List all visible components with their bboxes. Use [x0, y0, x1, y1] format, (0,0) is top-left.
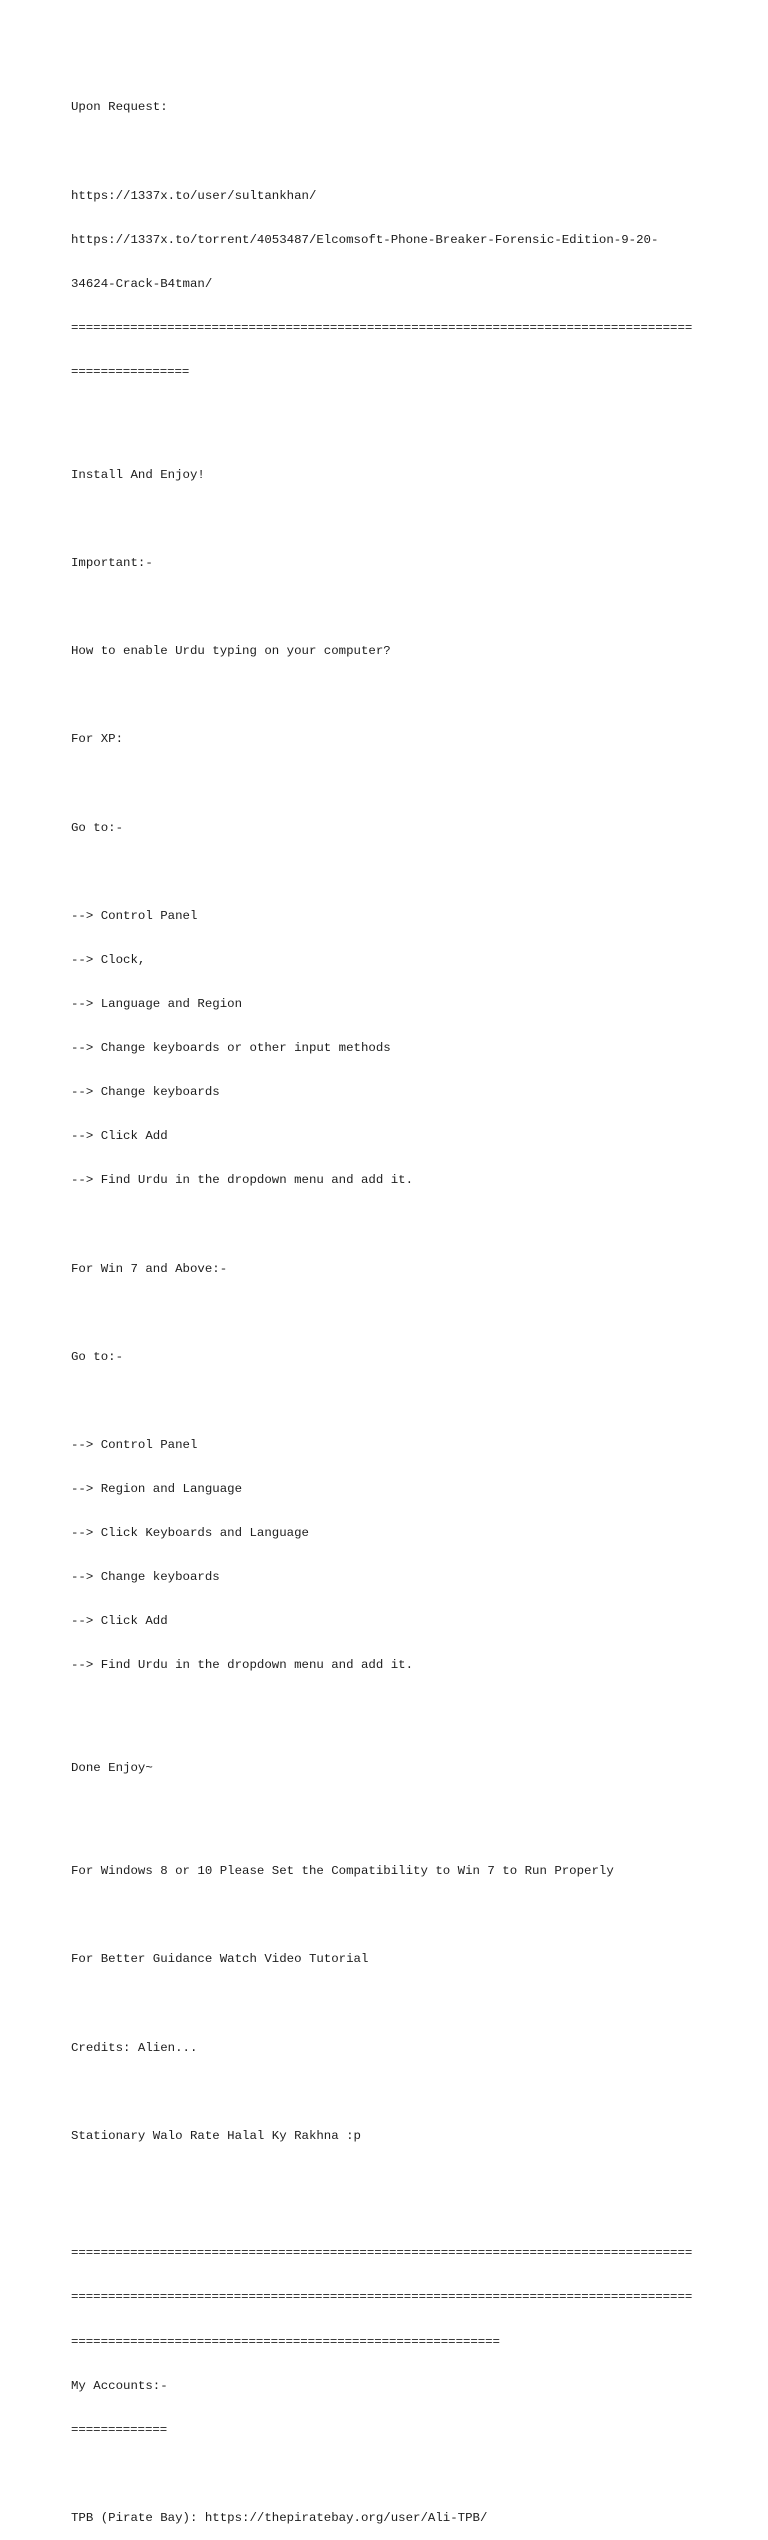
win7-step: --> Find Urdu in the dropdown menu and add it. [71, 1658, 414, 1673]
separator-rule: ==================================================================================== [71, 2290, 693, 2305]
uploader-profile-link[interactable]: https://1337x.to/user/sultankhan/ [71, 188, 317, 203]
my-accounts-heading: My Accounts:- [71, 2378, 168, 2393]
xp-heading: For XP: [71, 732, 124, 747]
win7-step: --> Click Add [71, 1614, 168, 1629]
xp-step: --> Language and Region [71, 996, 243, 1011]
install-text: Install And Enjoy! [71, 467, 205, 482]
compatibility-note: For Windows 8 or 10 Please Set the Compatibility to Win 7 to Run Properly [71, 1864, 614, 1879]
win7-step: --> Click Keyboards and Language [71, 1526, 309, 1541]
win7-step: --> Control Panel [71, 1437, 198, 1452]
stationary-note: Stationary Walo Rate Halal Ky Rakhna :p [71, 2128, 361, 2143]
goto-label: Go to:- [71, 820, 124, 835]
goto-label: Go to:- [71, 1349, 124, 1364]
urdu-typing-heading: How to enable Urdu typing on your computer? [71, 644, 391, 659]
tpb-account-link[interactable]: TPB (Pirate Bay): https://thepiratebay.org/user/Ali-TPB/ [71, 2510, 488, 2525]
win7-step: --> Change keyboards [71, 1570, 220, 1585]
separator-rule: ================ [71, 364, 190, 379]
xp-step: --> Change keyboards or other input methods [71, 1041, 391, 1056]
win7-step: --> Region and Language [71, 1482, 243, 1497]
separator-rule: ============= [71, 2422, 168, 2437]
important-heading: Important:- [71, 556, 153, 571]
win7-heading: For Win 7 and Above:- [71, 1261, 228, 1276]
separator-rule: ==================================================================================== [71, 320, 693, 335]
xp-step: --> Click Add [71, 1129, 168, 1144]
xp-step: --> Control Panel [71, 908, 198, 923]
guidance-note: For Better Guidance Watch Video Tutorial [71, 1952, 369, 1967]
credits-text: Credits: Alien... [71, 2040, 198, 2055]
done-text: Done Enjoy~ [71, 1761, 153, 1776]
torrent-link-part2[interactable]: 34624-Crack-B4tman/ [71, 276, 213, 291]
xp-step: --> Change keyboards [71, 1085, 220, 1100]
upon-request-text: Upon Request: [71, 100, 168, 115]
separator-rule: ==================================================================================== [71, 2246, 693, 2261]
torrent-link-part1[interactable]: https://1337x.to/torrent/4053487/Elcomsoft-Phone-Breaker-Forensic-Edition-9-20- [71, 232, 659, 247]
xp-step: --> Find Urdu in the dropdown menu and add it. [71, 1173, 414, 1188]
document-body [71, 71, 711, 2540]
xp-step: --> Clock, [71, 952, 146, 967]
separator-rule: ========================================================== [71, 2334, 500, 2349]
